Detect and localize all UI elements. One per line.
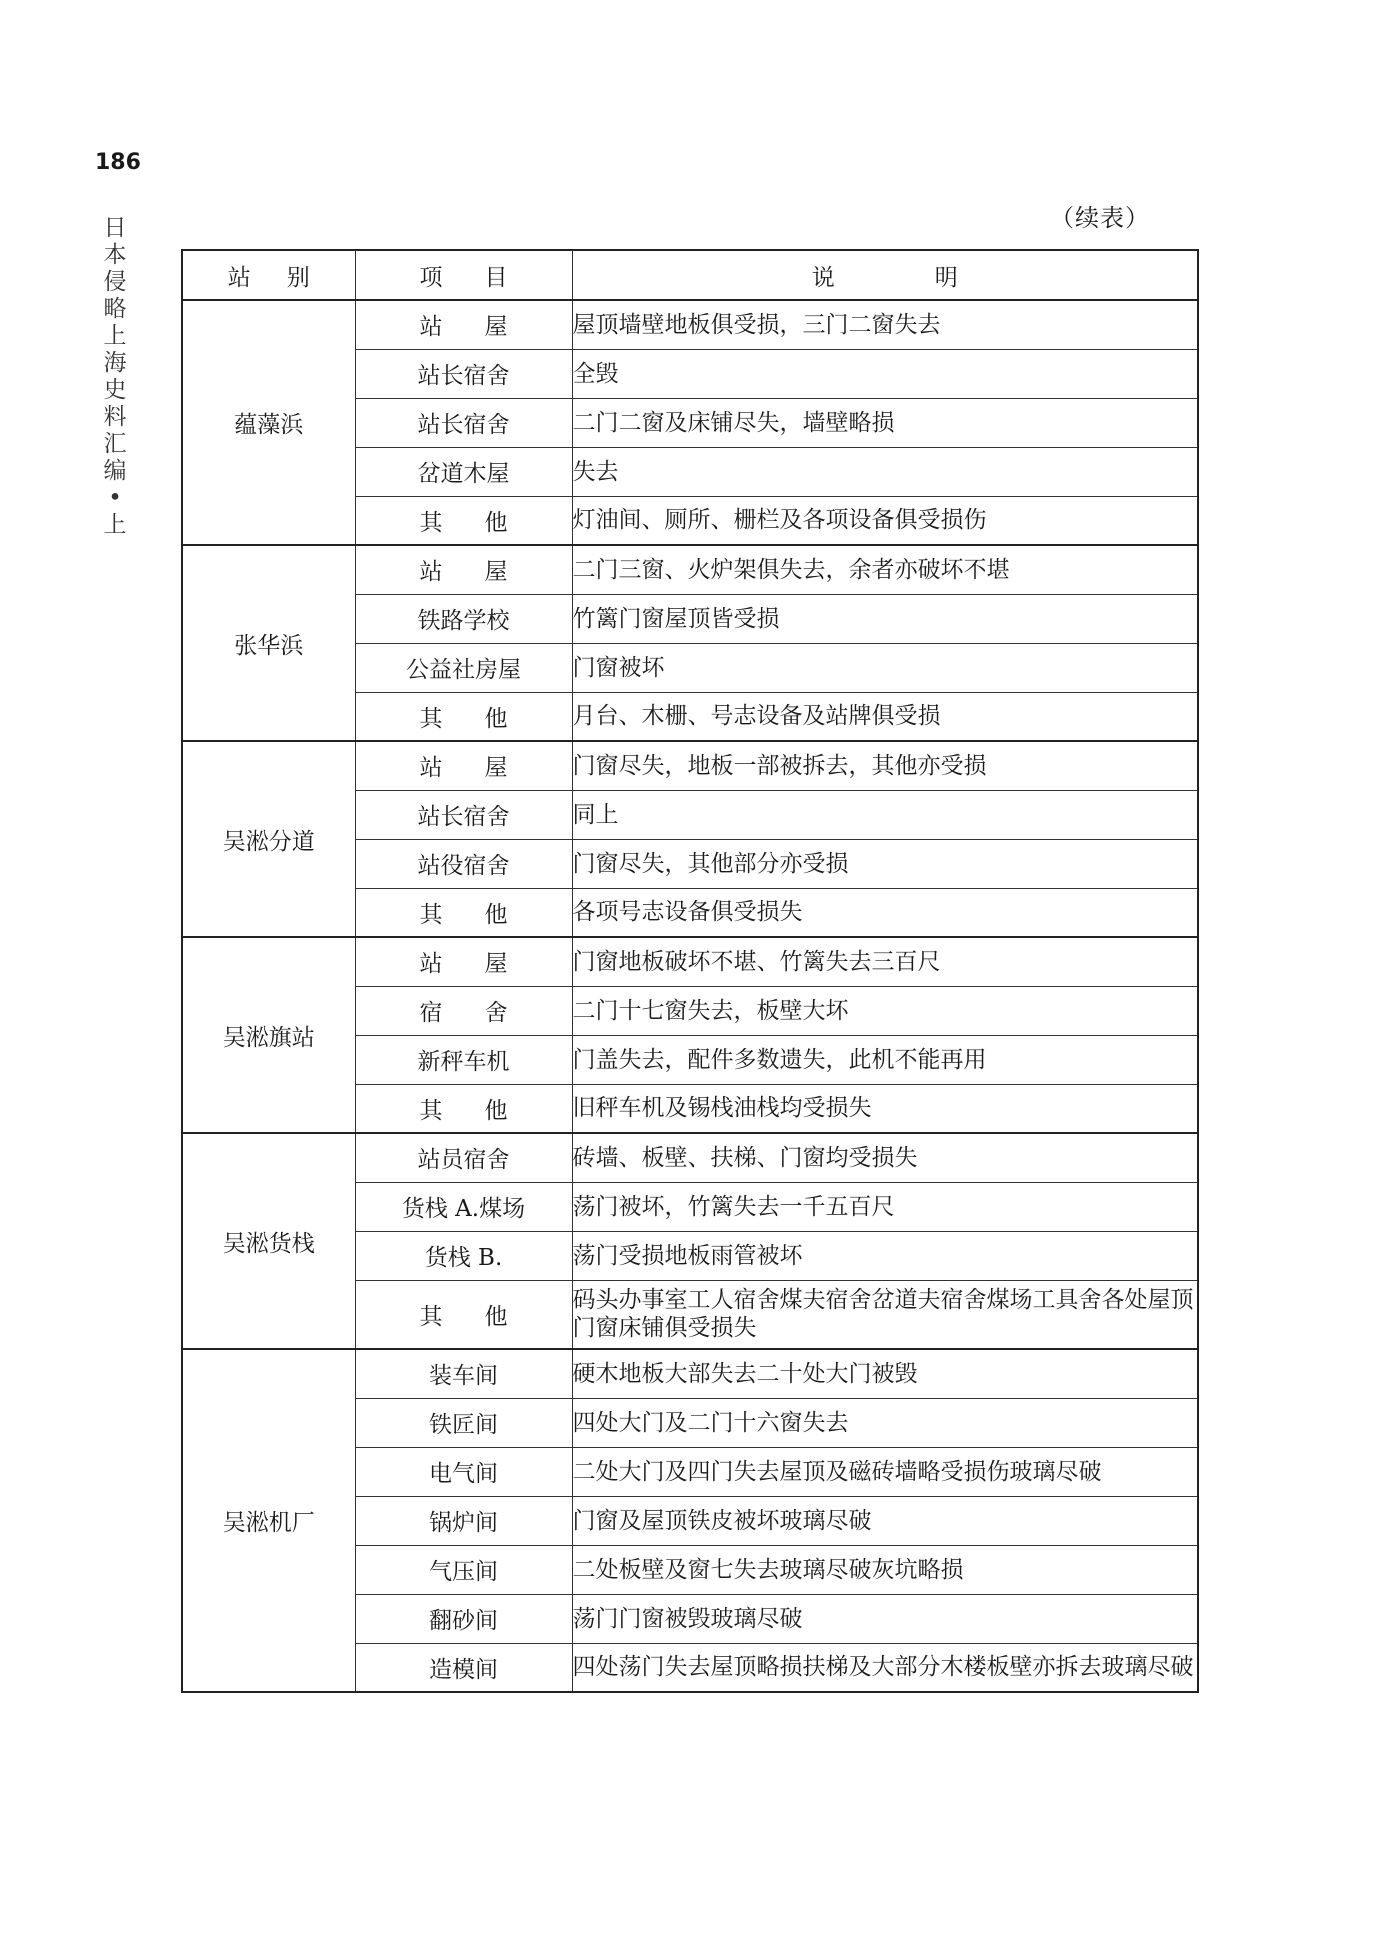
item-cell bbox=[355, 1280, 572, 1349]
item-cell bbox=[355, 300, 572, 349]
header-desc: 说明 bbox=[572, 250, 1198, 300]
desc-cell: 月台、木栅、号志设备及站牌俱受损 bbox=[572, 692, 1198, 741]
station-cell: 吴淞机厂 bbox=[182, 1349, 355, 1692]
station-cell: 蕴藻浜 bbox=[182, 300, 355, 545]
item-label: 其他 bbox=[419, 509, 550, 536]
desc-cell: 竹篱门窗屋顶皆受损 bbox=[572, 594, 1198, 643]
item-cell bbox=[355, 1398, 572, 1447]
running-head-char: 上 bbox=[103, 512, 127, 538]
desc-cell: 门窗地板破坏不堪、竹篱失去三百尺 bbox=[572, 937, 1198, 986]
item-cell bbox=[355, 349, 572, 398]
item-label: 站屋 bbox=[419, 951, 550, 978]
item-cell bbox=[355, 1084, 572, 1133]
running-head-char: 上 bbox=[103, 323, 127, 349]
running-head-char: • bbox=[108, 485, 122, 511]
desc-cell: 各项号志设备俱受损失 bbox=[572, 888, 1198, 937]
item-cell bbox=[355, 1182, 572, 1231]
desc-cell: 失去 bbox=[572, 447, 1198, 496]
desc-cell: 屋顶墙壁地板俱受损，三门二窗失去 bbox=[572, 300, 1198, 349]
table-row bbox=[182, 300, 1198, 349]
desc-cell: 同上 bbox=[572, 790, 1198, 839]
running-head-char: 略 bbox=[103, 296, 127, 322]
desc-cell: 门窗被坏 bbox=[572, 643, 1198, 692]
running-head-char: 编 bbox=[103, 458, 127, 484]
desc-cell: 门窗尽失，其他部分亦受损 bbox=[572, 839, 1198, 888]
table-body bbox=[182, 300, 1198, 1692]
table-row bbox=[182, 1349, 1198, 1398]
running-head-char: 侵 bbox=[103, 269, 127, 295]
station-cell: 吴淞货栈 bbox=[182, 1133, 355, 1349]
page-number: 186 bbox=[95, 150, 141, 175]
item-label: 其他 bbox=[419, 1303, 550, 1330]
header-item: 项目 bbox=[355, 250, 572, 300]
table-row bbox=[182, 545, 1198, 594]
table-row bbox=[182, 741, 1198, 790]
item-cell bbox=[355, 1133, 572, 1182]
desc-cell: 码头办事室工人宿舍煤夫宿舍岔道夫宿舍煤场工具舍各处屋顶门窗床铺俱受损失 bbox=[572, 1280, 1198, 1349]
item-label: 站员宿舍 bbox=[417, 1147, 510, 1174]
station-cell: 吴淞分道 bbox=[182, 741, 355, 937]
item-cell bbox=[355, 888, 572, 937]
desc-cell: 四处荡门失去屋顶略损扶梯及大部分木楼板壁亦拆去玻璃尽破 bbox=[572, 1643, 1198, 1692]
running-head-char: 史 bbox=[103, 377, 127, 403]
item-label: 新秤车机 bbox=[417, 1049, 510, 1075]
item-label: 站长宿舍 bbox=[417, 804, 510, 830]
continued-label: （续表） bbox=[1050, 204, 1150, 232]
item-cell bbox=[355, 839, 572, 888]
desc-cell: 荡门受损地板雨管被坏 bbox=[572, 1231, 1198, 1280]
item-label: 岔道木屋 bbox=[417, 461, 510, 487]
item-label: 铁路学校 bbox=[417, 608, 510, 634]
item-cell bbox=[355, 692, 572, 741]
running-head-char: 海 bbox=[103, 350, 127, 376]
item-label: 铁匠间 bbox=[429, 1412, 498, 1438]
item-label: 公益社房屋 bbox=[406, 657, 521, 683]
running-head bbox=[100, 215, 130, 539]
item-label: 站役宿舍 bbox=[417, 853, 510, 879]
item-cell bbox=[355, 1496, 572, 1545]
desc-cell: 门盖失去，配件多数遗失，此机不能再用 bbox=[572, 1035, 1198, 1084]
running-head-char: 料 bbox=[103, 404, 127, 430]
item-label: 站屋 bbox=[419, 755, 550, 782]
item-label: 气压间 bbox=[429, 1559, 498, 1585]
item-label: 其他 bbox=[419, 901, 550, 928]
item-cell bbox=[355, 545, 572, 594]
desc-cell: 硬木地板大部失去二十处大门被毁 bbox=[572, 1349, 1198, 1398]
item-label: 站长宿舍 bbox=[417, 363, 510, 389]
damage-table bbox=[181, 249, 1199, 1693]
desc-cell: 二门十七窗失去，板壁大坏 bbox=[572, 986, 1198, 1035]
item-cell bbox=[355, 1231, 572, 1280]
header-station: 站别 bbox=[182, 250, 355, 300]
desc-cell: 灯油间、厕所、栅栏及各项设备俱受损伤 bbox=[572, 496, 1198, 545]
desc-cell: 砖墙、板壁、扶梯、门窗均受损失 bbox=[572, 1133, 1198, 1182]
station-cell: 吴淞旗站 bbox=[182, 937, 355, 1133]
item-cell bbox=[355, 447, 572, 496]
item-cell bbox=[355, 398, 572, 447]
item-label: 宿舍 bbox=[419, 1000, 550, 1026]
table-header-row bbox=[182, 250, 1198, 300]
item-cell bbox=[355, 1545, 572, 1594]
desc-cell: 旧秤车机及锡栈油栈均受损失 bbox=[572, 1084, 1198, 1133]
item-cell bbox=[355, 594, 572, 643]
desc-cell: 二门二窗及床铺尽失，墙壁略损 bbox=[572, 398, 1198, 447]
item-cell bbox=[355, 986, 572, 1035]
item-label: 货栈 B. bbox=[424, 1245, 503, 1271]
desc-cell: 全毁 bbox=[572, 349, 1198, 398]
desc-cell: 荡门门窗被毁玻璃尽破 bbox=[572, 1594, 1198, 1643]
item-label: 站屋 bbox=[419, 559, 550, 586]
item-cell bbox=[355, 1349, 572, 1398]
item-label: 其他 bbox=[419, 1097, 550, 1124]
item-cell bbox=[355, 790, 572, 839]
desc-cell: 四处大门及二门十六窗失去 bbox=[572, 1398, 1198, 1447]
item-cell bbox=[355, 937, 572, 986]
desc-cell: 二处大门及四门失去屋顶及磁砖墙略受损伤玻璃尽破 bbox=[572, 1447, 1198, 1496]
item-cell bbox=[355, 496, 572, 545]
running-head-char: 汇 bbox=[103, 431, 127, 457]
running-head-char: 日 bbox=[103, 215, 127, 241]
desc-cell: 二处板壁及窗七失去玻璃尽破灰坑略损 bbox=[572, 1545, 1198, 1594]
running-head-char: 本 bbox=[103, 242, 127, 268]
item-cell bbox=[355, 741, 572, 790]
table-row bbox=[182, 1133, 1198, 1182]
item-label: 锅炉间 bbox=[429, 1510, 498, 1536]
desc-cell: 荡门被坏，竹篱失去一千五百尺 bbox=[572, 1182, 1198, 1231]
item-cell bbox=[355, 1643, 572, 1692]
item-label: 造模间 bbox=[429, 1656, 498, 1683]
item-cell bbox=[355, 1447, 572, 1496]
item-label: 站屋 bbox=[419, 314, 550, 341]
item-cell bbox=[355, 1035, 572, 1084]
item-label: 装车间 bbox=[429, 1363, 498, 1390]
item-label: 其他 bbox=[419, 705, 550, 732]
item-cell bbox=[355, 1594, 572, 1643]
item-label: 电气间 bbox=[429, 1461, 498, 1487]
desc-cell: 门窗及屋顶铁皮被坏玻璃尽破 bbox=[572, 1496, 1198, 1545]
station-cell: 张华浜 bbox=[182, 545, 355, 741]
item-label: 货栈 A.煤场 bbox=[401, 1196, 526, 1222]
table-row bbox=[182, 937, 1198, 986]
desc-cell: 二门三窗、火炉架俱失去，余者亦破坏不堪 bbox=[572, 545, 1198, 594]
item-label: 翻砂间 bbox=[429, 1608, 498, 1634]
desc-cell: 门窗尽失，地板一部被拆去，其他亦受损 bbox=[572, 741, 1198, 790]
item-cell bbox=[355, 643, 572, 692]
item-label: 站长宿舍 bbox=[417, 412, 510, 438]
